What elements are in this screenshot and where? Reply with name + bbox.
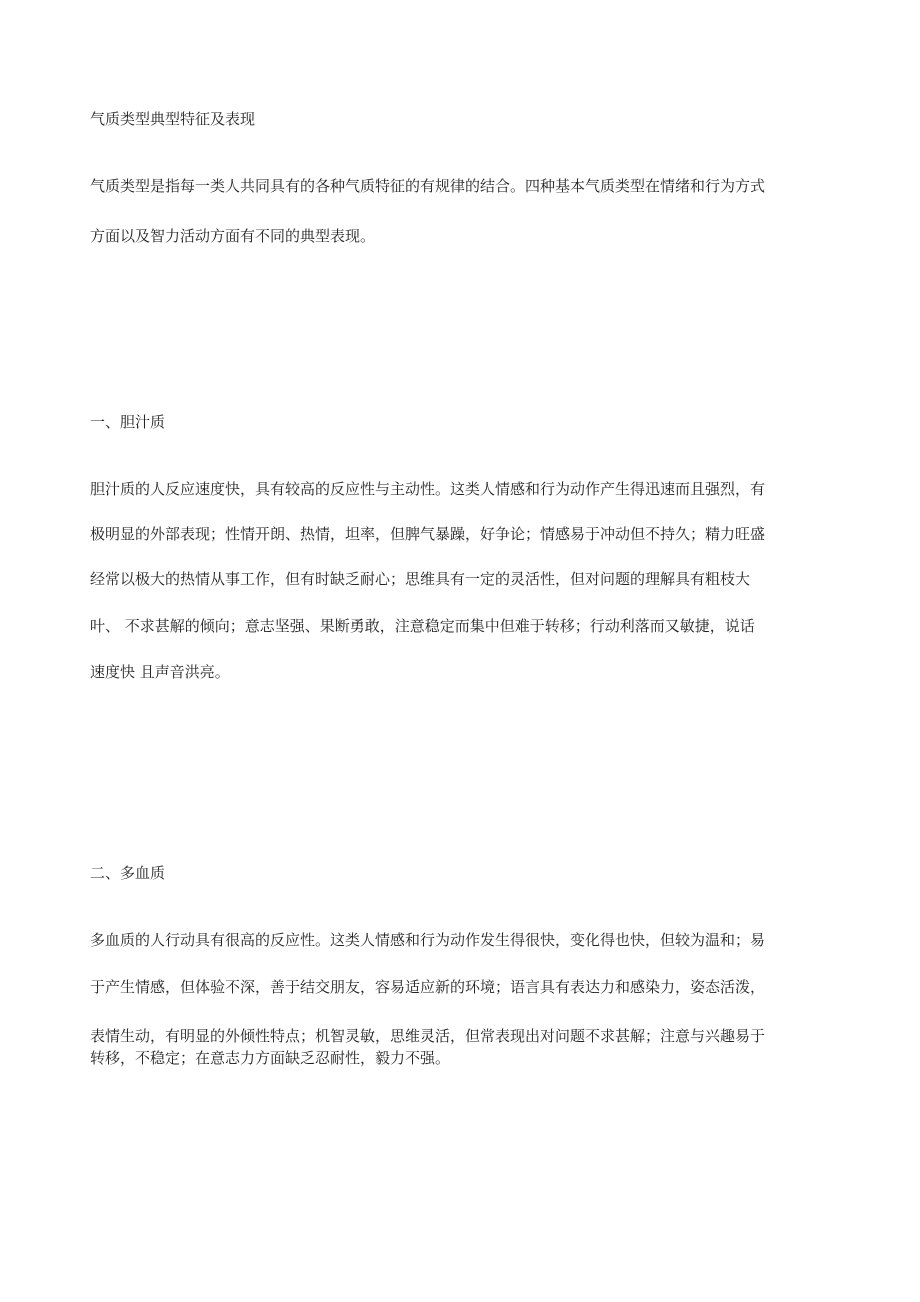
intro-line: 方面以及智力活动方面有不同的典型表现。: [90, 227, 376, 245]
paragraph-line: 转移，不稳定；在意志力方面缺乏忍耐性，毅力不强。: [90, 1049, 451, 1067]
paragraph-line: 极明显的外部表现；性情开朗、热情，坦率，但脾气暴躁，好争论；情感易于冲动但不持久；精力旺盛: [90, 525, 766, 543]
section-heading: 二、多血质: [90, 864, 166, 882]
document-title: 气质类型典型特征及表现: [90, 110, 256, 128]
paragraph-line: 速度快 且声音洪亮。: [90, 663, 230, 681]
paragraph-line: 表情生动，有明显的外倾性特点；机智灵敏，思维灵活，但常表现出对问题不求甚解；注意与兴趣易于: [90, 1027, 766, 1045]
intro-line: 气质类型是指每一类人共同具有的各种气质特征的有规律的结合。四种基本气质类型在情绪和行为方式: [90, 177, 766, 195]
paragraph-line: 多血质的人行动具有很高的反应性。这类人情感和行为动作发生得很快，变化得也快，但较为温和；易: [90, 931, 766, 949]
paragraph-line: 胆汁质的人反应速度快，具有较高的反应性与主动性。这类人情感和行为动作产生得迅速而且强烈，有: [90, 480, 766, 498]
paragraph-line: 经常以极大的热情从事工作，但有时缺乏耐心；思维具有一定的灵活性，但对问题的理解具有粗枝大: [90, 570, 751, 588]
paragraph-line: 于产生情感，但体验不深，善于结交朋友，容易适应新的环境；语言具有表达力和感染力，姿态活泼，: [90, 978, 766, 996]
paragraph-line: 叶、 不求甚解的倾向；意志坚强、果断勇敢，注意稳定而集中但难于转移；行动利落而又敏捷，说话: [90, 617, 755, 635]
section-heading: 一、胆汁质: [90, 413, 166, 431]
